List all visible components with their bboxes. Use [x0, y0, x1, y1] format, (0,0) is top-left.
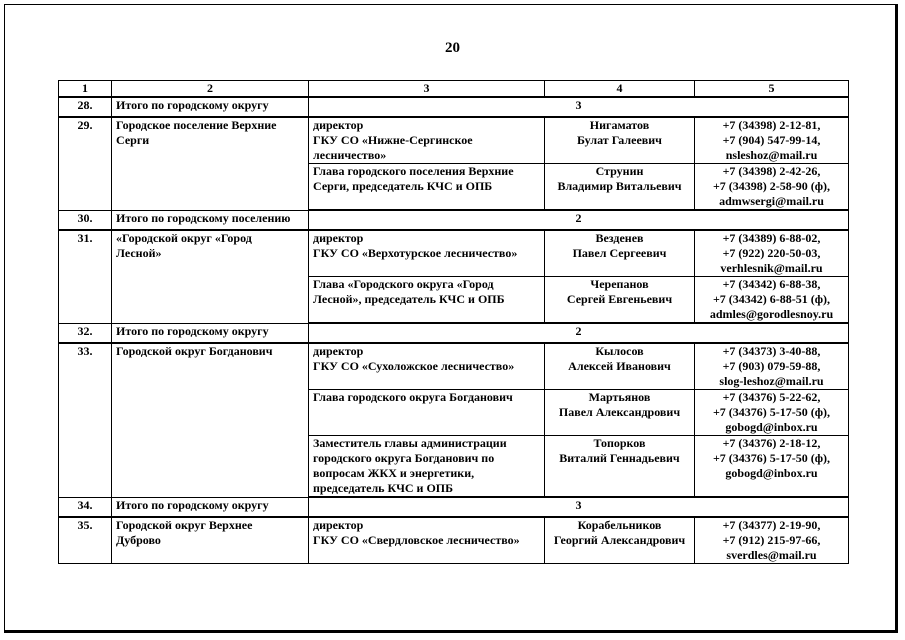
contact-role: директор ГКУ СО «Сухоложское лесничество»	[309, 343, 545, 390]
total-value: 2	[309, 323, 849, 343]
contact-role: директор ГКУ СО «Верхотурское лесничество»	[309, 230, 545, 277]
contact-phones: +7 (34398) 2-42-26, +7 (34398) 2-58-90 (ф), admwsergi@mail.ru	[695, 164, 849, 211]
contact-name: Черепанов Сергей Евгеньевич	[545, 277, 695, 324]
row-number: 28.	[59, 97, 112, 117]
contact-phones: +7 (34342) 6-88-38, +7 (34342) 6-88-51 (ф), admles@gorodlesnoy.ru	[695, 277, 849, 324]
contact-role: директор ГКУ СО «Нижне-Сергинское лесничество»	[309, 117, 545, 164]
contact-name: Мартьянов Павел Александрович	[545, 390, 695, 436]
total-value: 3	[309, 97, 849, 117]
district-name: Городской округ Богданович	[112, 343, 309, 497]
contact-name: Топорков Виталий Геннадьевич	[545, 436, 695, 498]
table-header-row	[59, 81, 849, 98]
total-value: 3	[309, 497, 849, 517]
table-row	[59, 343, 849, 390]
contact-name: Струнин Владимир Витальевич	[545, 164, 695, 211]
total-label: Итого по городскому округу	[112, 97, 309, 117]
district-name: Городской округ Верхнее Дуброво	[112, 517, 309, 564]
contact-role: Глава городского округа Богданович	[309, 390, 545, 436]
row-number: 30.	[59, 210, 112, 230]
district-name: «Городской округ «Город Лесной»	[112, 230, 309, 323]
contact-phones: +7 (34398) 2-12-81, +7 (904) 547-99-14, nsleshoz@mail.ru	[695, 117, 849, 164]
contact-name: Кылосов Алексей Иванович	[545, 343, 695, 390]
row-number: 31.	[59, 230, 112, 323]
contact-phones: +7 (34377) 2-19-90, +7 (912) 215-97-66, sverdles@mail.ru	[695, 517, 849, 564]
table-row	[59, 230, 849, 277]
table-row	[59, 517, 849, 564]
contact-name: Везденев Павел Сергеевич	[545, 230, 695, 277]
total-value: 2	[309, 210, 849, 230]
column-header: 2	[112, 81, 309, 98]
row-number: 32.	[59, 323, 112, 343]
contact-phones: +7 (34376) 2-18-12, +7 (34376) 5-17-50 (ф), gobogd@inbox.ru	[695, 436, 849, 498]
contact-role: директор ГКУ СО «Свердловское лесничество»	[309, 517, 545, 564]
contact-phones: +7 (34376) 5-22-62, +7 (34376) 5-17-50 (ф), gobogd@inbox.ru	[695, 390, 849, 436]
contact-role: Глава городского поселения Верхние Серги, председатель КЧС и ОПБ	[309, 164, 545, 211]
column-header: 3	[309, 81, 545, 98]
row-number: 29.	[59, 117, 112, 210]
total-label: Итого по городскому округу	[112, 497, 309, 517]
contact-name: Корабельников Георгий Александрович	[545, 517, 695, 564]
column-header: 1	[59, 81, 112, 98]
table-row	[59, 497, 849, 517]
contact-phones: +7 (34373) 3-40-88, +7 (903) 079-59-88, slog-leshoz@mail.ru	[695, 343, 849, 390]
contact-phones: +7 (34389) 6-88-02, +7 (922) 220-50-03, verhlesnik@mail.ru	[695, 230, 849, 277]
row-number: 35.	[59, 517, 112, 564]
contact-role: Заместитель главы администрации городского округа Богданович по вопросам ЖКХ и энергетики, председатель КЧС и ОПБ	[309, 436, 545, 498]
row-number: 33.	[59, 343, 112, 497]
table-row	[59, 323, 849, 343]
table-row	[59, 97, 849, 117]
column-header: 4	[545, 81, 695, 98]
contact-role: Глава «Городского округа «Город Лесной», председатель КЧС и ОПБ	[309, 277, 545, 324]
contact-name: Нигаматов Булат Галеевич	[545, 117, 695, 164]
page-number: 20	[445, 40, 460, 56]
table-row	[59, 117, 849, 164]
contacts-table	[58, 80, 849, 564]
district-name: Городское поселение Верхние Серги	[112, 117, 309, 210]
total-label: Итого по городскому поселению	[112, 210, 309, 230]
column-header: 5	[695, 81, 849, 98]
row-number: 34.	[59, 497, 112, 517]
total-label: Итого по городскому округу	[112, 323, 309, 343]
table-row	[59, 210, 849, 230]
